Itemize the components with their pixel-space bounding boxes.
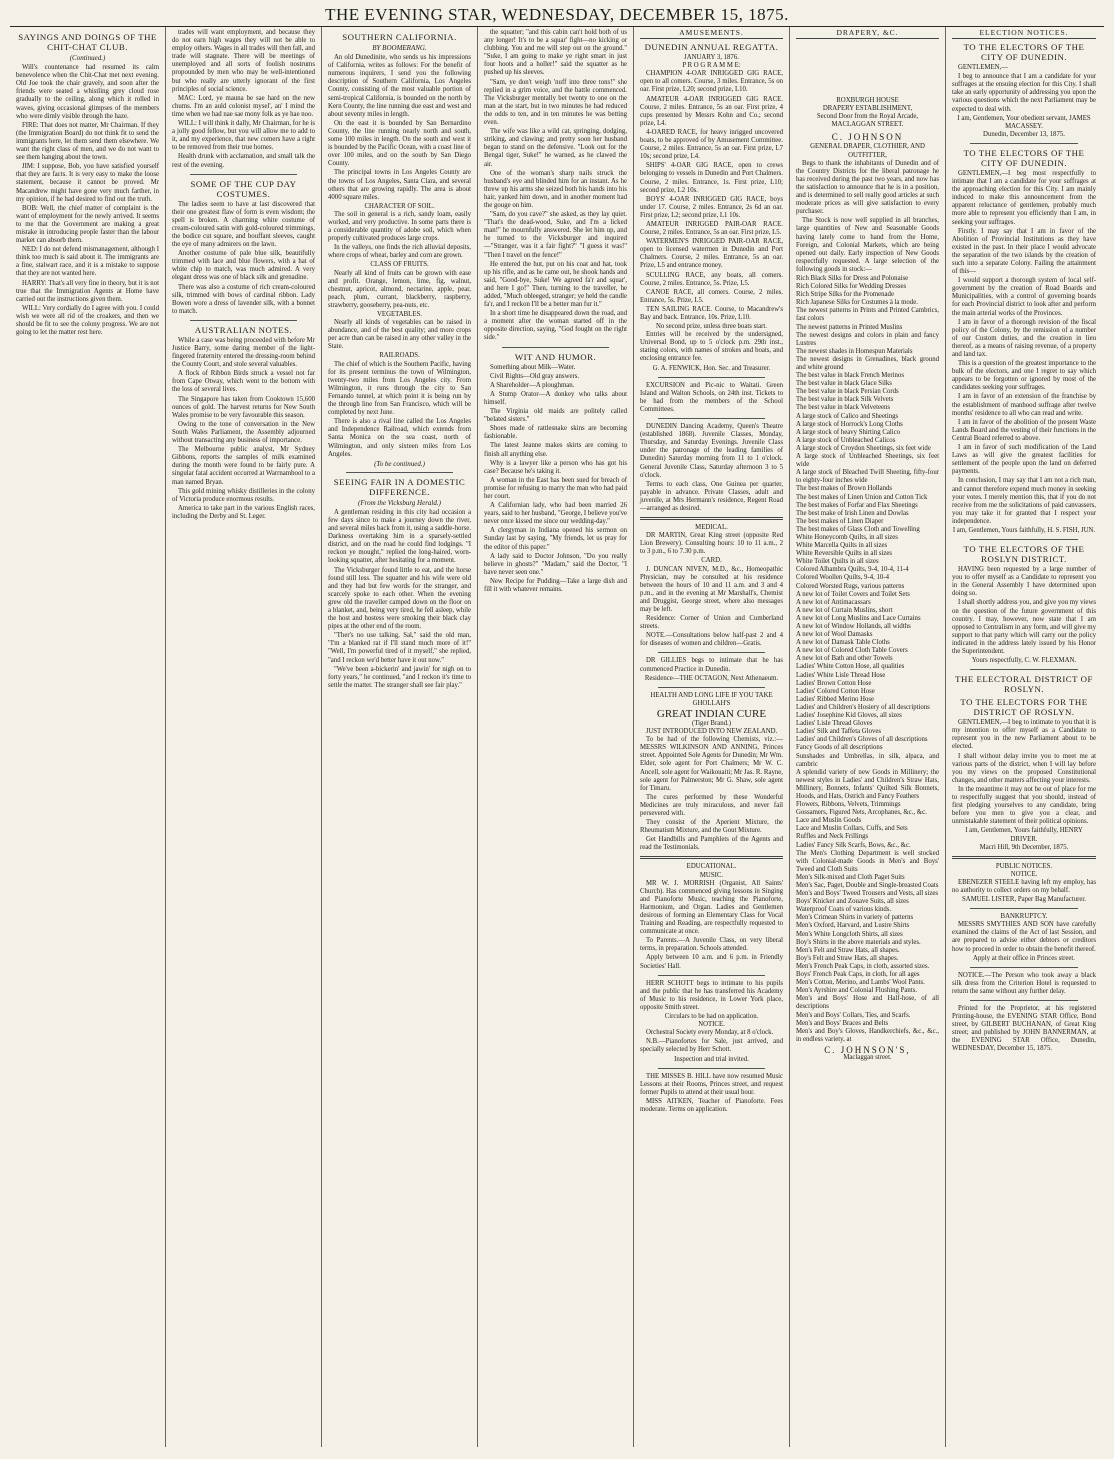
paragraph: BOB: Well, the chief matter of complaint is the want of employment for the newly arrived. It seems to me that the Government are making a great mistake in introducing people faster than the labour market can absorb them. — [16, 204, 159, 245]
paragraph: Health drunk with acclamation, and small talk the rest of the evening. — [172, 153, 315, 169]
divider — [658, 687, 765, 688]
election-title: TO THE ELECTORS OF THE CITY OF DUNEDIN. — [963, 147, 1085, 168]
drapery-item: Ladies' White Lisle Thread Hose — [796, 671, 886, 679]
paragraph: In the valleys, one finds the rich alluvial deposits, where crops of wheat, barley and corn are grown. — [328, 244, 471, 260]
section-head: CLASS OF FRUITS. — [370, 261, 429, 269]
drapery-item: A large stock of Bleached Twill Sheeting, fifty-four to eighty-four inches wide — [796, 469, 939, 485]
maclaggan-street: MACLAGGAN STREET. — [831, 121, 904, 129]
inspection-line: Inspection and trial invited. — [674, 1055, 749, 1063]
section-header-drapery: DRAPERY, &C. — [796, 29, 939, 39]
drapery-item: Fancy Goods of all descriptions — [796, 744, 883, 752]
double-divider — [952, 856, 1096, 859]
joke-item: A clergyman in Indiana opened his sermon on Sunday last by saying, "My friends, let us pray for the editor of this paper." — [484, 527, 627, 551]
programme-title: P R O G R A M M E: — [682, 62, 741, 70]
drapery-item: Colored Alhambra Quilts, 9-4, 10-4, 11-4 — [796, 566, 909, 574]
drapery-item: A large stock of Unbleached Calicos — [796, 436, 896, 444]
drapery-item: Ladies' Silk and Taffeta Gloves — [796, 728, 882, 736]
column-4 — [478, 27, 634, 1447]
paragraph: Orchestral Society every Monday, at 8 o'clock. — [646, 1029, 774, 1037]
paragraph: NOTE.—Consultations below half-past 2 and 4 for diseases of women and children—Gratis. — [640, 632, 783, 648]
paragraph: NED: I do not defend mismanagement, although I think too much is said about it. The immigrants are a fine, stalwart race, and it is a mistake to suppose that they are not wanted here. — [16, 246, 159, 278]
paragraph: Nearly all kind of fruits can be grown with ease and profit. Orange, lemon, lime, fig, walnut, chestnut, apricot, almond, nectarine, apple, pear, peach, plum, currant, blackberry, raspberry, strawberry, gooseberry, pea-nuts, etc. — [328, 269, 471, 309]
drapery-item: A large stock of heavy Shirting Calico — [796, 428, 901, 436]
paragraph: WILL: I will think it dally, Mr Chairman, for he is a jolly good fellow, but you will allow me to add to it, and my experience, that new comers have a right to be removed from their true homes. — [172, 120, 315, 152]
paragraph: Nearly all kinds of vegetables can be raised in abundance, and of the best quality; and more crops per acre than can be raised in any other valley in the State. — [328, 319, 471, 351]
divider — [970, 967, 1078, 968]
drapery-item: A new lot of Wool Damasks — [796, 631, 873, 639]
joke-item: New Recipe for Pudding—Take a large dish and fill it with whatever remains. — [484, 577, 627, 593]
paragraph: A gentleman residing in this city had occasion a few days since to make a journey down the river, and several miles back from it, using a saddle-horse. Darkness overtaking him in a sparsely-settled district, and on the road he could find lodgings. "I reckon ye mought," replied the long-haired, worn-looking squatter, after hesitating for a moment. — [328, 508, 471, 565]
joke-item: Why is a lawyer like a person who has got his case? Because he's taking it. — [484, 459, 627, 475]
regatta-note: No second prize, unless three boats start. — [656, 323, 767, 331]
drapery-item: The best makes of Glass Cloth and Towelling — [796, 525, 920, 533]
drapery-item: Ladies' Colored Cotton Hose — [796, 687, 875, 695]
joke-item: A Californian lady, who had been married 26 years, said to her husband, "George, I believe you've never once kissed me since our wedding-day." — [484, 502, 627, 526]
drapery-item: A new lot of Colored Cloth Table Covers — [796, 647, 908, 655]
paragraph: I am in favor of the abolition of the present Waste Lands Board and the vesting of their functions in the Central Board referred to above. — [952, 418, 1096, 442]
johnson-name: C. JOHNSON — [831, 132, 904, 143]
paragraph: Residence: Corner of Union and Cumberland streets. — [640, 615, 783, 631]
paragraph: This gold mining whisky distilleries in the colony of Victoria produce enormous results. — [172, 487, 315, 503]
paragraph: In conclusion, I may say that I am not a rich man, and cannot therefore expend much money in seeking your votes. I merely mention this, that if you do not receive from me the solicitations of paid canvassers, you may take it for granted that I respect your independence. — [952, 477, 1096, 525]
drapery-item: The best value in black French Merinos — [796, 372, 904, 380]
column-2 — [166, 27, 322, 1447]
drapery-item: Gossamers, Figured Nets, Arcophanes, &c., &c. — [796, 809, 927, 817]
gillies-residence: Residence—THE OCTAGON, Next Athenaeum. — [644, 674, 779, 682]
aitken-ad: MISS AITKEN, Teacher of Pianoforte. Fees moderate. Terms on application. — [640, 1097, 783, 1113]
drapery-item: Men's Crimean Shirts in variety of patterns — [796, 914, 914, 922]
election-title: THE ELECTORAL DISTRICT OF ROSLYN. — [955, 674, 1093, 695]
gillies-ad: DR GILLIES begs to intimate that he has commenced Practice in Dunedin. — [640, 657, 783, 673]
drapery-item: A new lot of Curtain Muslins, short — [796, 606, 893, 614]
joke-item: Civil Rights—Old gray answers. — [490, 372, 580, 380]
regatta-title: DUNEDIN ANNUAL REGATTA. — [644, 42, 779, 53]
divider — [346, 472, 453, 473]
establishment-line: DRAPERY ESTABLISHMENT, — [822, 105, 913, 113]
paragraph: HAVING been requested by a large number of you to offer myself as a Candidate to represent you in the General Assembly I have determined upon doing so. — [952, 566, 1096, 598]
paragraph: I would support a thorough system of local self-government by the creation of Road Boards and Municipalities, with a control of governing boards for each Provincial district to look after and perform the main arterial works of the Provinces. — [952, 277, 1096, 317]
drapery-item: A new lot of Window Hollands, all widths — [796, 623, 911, 630]
byline: BY BOOMERANG. — [372, 44, 427, 52]
notice-head: NOTICE. — [1010, 870, 1038, 878]
divider — [658, 975, 765, 976]
regatta-event: SCULLING RACE, any boats, all comers. Course, 2 miles. Entrance, 5s. Prize, L5. — [640, 271, 783, 287]
article-title: SAYINGS AND DOINGS OF THE CHIT-CHAT CLUB. — [18, 32, 157, 52]
drapery-item: Colored Worsted Rugs, various patterns — [796, 582, 905, 590]
drapery-item-list — [796, 275, 939, 1044]
drapery-item: Colored Woollen Quilts, 9-4, 10-4 — [796, 574, 889, 582]
drapery-item: The newest designs in Grenadines, black ground and white ground — [796, 355, 939, 371]
signature: SAMUEL LISTER, Paper Bag Manufacturer. — [962, 896, 1086, 904]
drapery-item: The best value in black Persian Cords — [796, 388, 899, 396]
regatta-event: CANOE RACE, all comers. Course, 2 miles. Entrance, 5s. Prize, L5. — [640, 288, 783, 304]
drapery-item: Ladies' Brown Cotton Hose — [796, 679, 872, 687]
joke-item: The latest Jeanne makes skirts are coming to finish all anything else. — [484, 442, 627, 458]
drapery-item: The best makes of Linen Diaper — [796, 517, 884, 525]
drapery-item: White Reversible Quilts in all sizes — [796, 550, 893, 558]
section-header-amusements: AMUSEMENTS. — [640, 29, 783, 39]
joke-item: A Stump Orator—A donkey who talks about himself. — [484, 390, 627, 406]
paragraph: The ladies seem to have at last discovered that their one greatest flaw of form is even wisdom; the spell is broken. A charming white costume of cream-coloured satin with gold-coloured trimmings, the bodice cut square, and bouffant sleeves, caught the eye of many admirers on the lawn. — [172, 200, 315, 249]
divider — [970, 1000, 1078, 1001]
paragraph: MAC: Lord, ye mauna be sae hard on the new chums. I'm an auld colonist mysel', an' I mind the time when we had nae sae mony folk as ye hae noo. — [172, 94, 315, 118]
paragraph: The wife was like a wild cat, springing, dodging, striking, and clawing; and pretty soon her husband began to stand on the defensive. "Look out for the Bengal tiger, Suke!" he warned, as he clawed the air. — [484, 128, 627, 168]
paragraph: On the east it is bounded by San Bernardino County, the line running nearly north and south, some 100 miles in length. On the south and west it is bounded by the Pacific Ocean, with a coast line of over 100 miles, and on the south by San Diego County. — [328, 119, 471, 168]
joke-item: The Virginia old maids are politely called "belated sisters." — [484, 408, 627, 424]
drapery-item: The best makes of Brown Hollands — [796, 485, 893, 493]
drapery-item: The best value in black Glace Silks — [796, 380, 892, 388]
regatta-event: AMATEUR 4-OAR INRIGGED GIG RACE. Course, 2 miles. Entrance, 5s an oar. First prize, 4 cups presented by Messrs Kohn and Co.; second prize, L4. — [640, 95, 783, 127]
drapery-item: A new lot of Toilet Covers and Toilet Sets — [796, 590, 910, 598]
columns — [10, 27, 1104, 1447]
regatta-event: CHAMPION 4-OAR INRIGGED GIG RACE, open to all comers. Course, 3 miles. Entrance, 5s on oar. First prize, L20; second prize, L10. — [640, 70, 783, 94]
drapery-item: Rich Black Silks for Dress and Polonaise — [796, 274, 909, 282]
paragraph: There is also a rival line called the Los Angeles and Independence Railroad, which extends from Santa Monica on the sea coast, north of Wilmington, and only sixteen miles from Los Angeles. — [328, 418, 471, 458]
paragraph: Begs to thank the inhabitants of Dunedin and of the Country Districts for the liberal patronage he has received during the past two years, and now has the satisfaction to announce that he is in a position, and is determined to sell really good articles at such moderate prices as will give satisfaction to every purchaser. — [796, 159, 939, 216]
paragraph: This is a question of the greatest importance to the bulk of the electors, and one I regret to say which appears to be forgotten or ignored by most of the candidates seeking your suffrages. — [952, 360, 1096, 392]
section-head: VEGETABLES. — [377, 311, 422, 318]
regatta-event: SHIPS' 4-OAR GIG RACE, open to crews belonging to vessels in Dunedin and Port Chalmers. Course, 2 miles. Entrance, 1s. First prize, L10; second prize, L2 10s. — [640, 162, 783, 194]
paragraph: I am in favor of a thorough revision of the fiscal policy of the Colony, by the remission of a number of our Custom duties, and the creation in lieu thereof, as a means of raising revenue, of a property and land tax. — [952, 318, 1096, 358]
notice-head: NOTICE. — [698, 1021, 725, 1029]
section-head-educational: EDUCATIONAL. — [686, 863, 737, 871]
masthead: THE EVENING STAR, WEDNESDAY, DECEMBER 15, 1875. — [325, 5, 789, 24]
paragraph: The chief of which is the Southern Pacific, having for its present terminus the town of Wilmington, twenty-two miles from Los Angeles city. From Wilmington, it runs through the city to San Fernando tunnel, at which point it is being run by the through line from San Francisco, which will be completed by next June. — [328, 360, 471, 417]
drapery-item: The newest patterns in Printed Muslins — [796, 323, 903, 331]
drapery-item: Ladies' and Children's Gloves of all descriptions — [796, 736, 928, 744]
drapery-item: Flowers, Ribbons, Velvets, Trimmings — [796, 801, 901, 809]
drapery-item: Men's and Boys' Braces and Belts — [796, 1019, 889, 1027]
paragraph: The Stock is now well supplied in all branches, large quantities of New and Seasonable Goods having lately come to hand from the Home, Foreign, and Colonial Markets, which are being opened out daily. Early inspection of New Goods respectfully requested. A large selection of the following goods in stock:— — [796, 217, 939, 273]
divider — [502, 347, 609, 348]
regatta-event: WATERMEN'S INRIGGED PAIR-OAR RACE, open to licensed watermen in Dunedin and Port Chalmers. Course, 2 miles. Entrance, 5s an oar. Prize, L5 and entrance money. — [640, 238, 783, 270]
election-title: TO THE ELECTORS FOR THE DISTRICT OF ROSLYN. — [960, 697, 1088, 718]
office-line: Apply at their office in Princes street. — [973, 954, 1075, 962]
paragraph: One of the woman's sharp nails struck the husband's eye and blinded him for an instant. As he threw up his arms she seized both his hands into his hair, yanked him down, and in another moment had the gouge on him. — [484, 169, 627, 209]
drapery-item: A new lot of Bath and other Towels — [796, 655, 893, 663]
paragraph: I shall without delay invite you to meet me at various parts of the district, when I will lay before you my views on the proposed Constitutional changes, and other matters affecting your interests. — [952, 752, 1096, 784]
date-line: Macri Hill, 9th December, 1875. — [979, 843, 1069, 851]
regatta-date: JANUARY 3, 1876. — [684, 54, 739, 62]
drapery-item: A new lot of Damask Table Cloths — [796, 639, 890, 647]
column-3 — [322, 27, 478, 1447]
excursion-ad: EXCURSION and Pic-nic to Waitati. Green Island and Walton Schools, on 24th inst. Tickets to be had from the members of the School Committees. — [640, 381, 783, 413]
paragraph: An old Dunedinite, who sends us his impressions of California, writes as follows: For the benefit of numerous inquirers, I send you the following description of Southern California, Los Angeles County, consisting of the most valuable portion of semi-tropical California, is bounded on the north by Kern County, the line running due east and west and about seventy miles in length. — [328, 54, 471, 118]
paragraph: GENTLEMEN,—I beg to intimate to you that it is my intention to offer myself as a Candidate to represent you in the new Parliament about to be elected. — [952, 719, 1096, 751]
article-title: SOUTHERN CALIFORNIA. — [342, 32, 457, 42]
column-6 — [790, 27, 946, 1447]
section-head-public: PUBLIC NOTICES. — [995, 862, 1053, 870]
niven-ad: J. DUNCAN NIVEN, M.D., &c., Homeopathic Physician, may be consulted at his residence between the hours of 10 and 11 a.m. and 3 and 4 p.m., and in the evening at Mr Marshall's, Chemist and Druggist, George street, where also messages may be left. — [640, 565, 783, 613]
drapery-item: Men's and Boys' Hose and Half-hose, of all descriptions — [796, 995, 939, 1011]
drapery-item: Boys' Knicker and Zouave Suits, all sizes — [796, 898, 909, 906]
drapery-item: Men's Cotton, Merino, and Lambs' Wool Pants. — [796, 979, 925, 987]
drapery-item: White Toilet Quilts in all sizes — [796, 558, 879, 566]
signature: I am, Gentlemen, Your obedient servant, JAMES MACASSEY. — [957, 114, 1091, 130]
article-subtitle: (Continued.) — [69, 54, 106, 62]
drapery-item: Ladies' Josephine Kid Gloves, all sizes — [796, 712, 902, 720]
paragraph: Get Handbills and Pamphlets of the Agents and read the Testimonials. — [640, 836, 783, 852]
bankruptcy-head: BANKRUPTCY. — [1000, 913, 1048, 921]
section-head-music: MUSIC. — [699, 871, 724, 879]
drapery-item: The best value in black Velveteens — [796, 404, 891, 412]
section-header-election: ELECTION NOTICES. — [952, 29, 1096, 39]
drapery-item: A splendid variety of new Goods in Millinery; the newest styles in Ladies' and Children's Straw Hats, Millinery, Bonnets, Infants' Quilted Silk Bonnets, Hoods, and Hats, Ostrich and Fancy Feathers — [796, 768, 939, 800]
paragraph: JIM: I suppose, Bob, you have satisfied yourself that they are facts. It is very easy to make the loose statement, because it cannot be proved. Mr Macandrew might have gone very much farther, in my opinion, if he had desired to find out the truth. — [16, 163, 159, 203]
drapery-item: The newest shades in Homespun Materials — [796, 347, 913, 355]
drapery-item: Men's and Boy's Gloves, Handkerchiefs, &c., &c., in endless variety, at — [796, 1027, 939, 1043]
paragraph: In a short time he disappeared down the road, and a moment after the woman started off in the opposite direction, saying, "God fought on the right side." — [484, 310, 627, 342]
drapery-item: Lace and Muslin Goods — [796, 817, 862, 825]
divider — [658, 377, 765, 378]
joke-item: Something about Milk—Water. — [490, 363, 576, 371]
drapery-item: A new lot of Long Muslins and Lace Curtains — [796, 614, 921, 622]
drapery-item: The newest designs and colors in plain and fancy Lustres — [796, 331, 939, 347]
article-title: WIT AND HUMOR. — [514, 351, 597, 362]
article-title: SEEING FAIR IN A DOMESTIC DIFFERENCE. — [333, 476, 466, 497]
paragraph: To be had of the following Chemists, viz.:—MESSRS WILKINSON AND ANNING, Princes street. Appointed Sole Agents for Dunedin; Mr Wm. Elder, sole agent for Port Chalmers; Mr W. C. Ancell, sole agent for Waikouaiti; Mr Jas. R. Rayne, sole agent for Palmerston; Mr G. Shaw, sole agent for Timaru. — [640, 736, 783, 792]
martin-ad: DR MARTIN, Great King street (opposite Red Lion Brewery). Consulting hours: 10 to 11 a.m., 2 to 3 p.m., 6 to 7.30 p.m. — [640, 532, 783, 556]
joke-item: A lady said to Doctor Johnson, "Do you really believe in ghosts?" "Madam," said the Doctor, "I have never seen one." — [484, 552, 627, 576]
drapery-item: A large stock of Croydon Sheetings, six feet wide — [796, 444, 931, 452]
regatta-event: BOYS' 4-OAR INRIGGED GIG RACE, boys under 17. Course, 2 miles. Entrance, 2s 6d an oar. First prize, L2; second prize, L1 10s. — [640, 195, 783, 219]
article-title: SOME OF THE CUP DAY COSTUMES. — [190, 178, 297, 199]
health-title: HEALTH AND LONG LIFE IF YOU TAKE GHOLLAH'S — [650, 691, 773, 707]
paragraph: In the meantime it may not be out of place for me to respectfully suggest that you should, instead of first pledging yourselves to any candidate, bring before you men to give you a clear, and unmistakable statement of their political opinions. — [952, 785, 1096, 826]
drapery-item: Men's Oxford, Harvard, and Lustre Shirts — [796, 922, 910, 930]
drapery-item: Men's White Longcloth Shirts, all sizes — [796, 930, 903, 938]
paragraph: To Parents.—A Juvenile Class, on very liberal terms, in preparation. Schools attended. — [640, 937, 783, 953]
drapery-item: Ladies' Lisle Thread Gloves — [796, 720, 873, 728]
drapery-item: Lace and Muslin Collars, Cuffs, and Sets — [796, 825, 908, 833]
introduced-line: JUST INTRODUCED INTO NEW ZEALAND. — [645, 728, 778, 736]
drapery-item: The best make of Irish Linen and Dowlas — [796, 509, 909, 517]
paragraph: They consist of the Aperient Mixture, the Rheumatism Mixture, and the Gout Mixture. — [640, 819, 783, 835]
second-door-line: Second Door from the Royal Arcade, — [816, 113, 919, 121]
drapery-item: Rich Stripe Silks for the Promenade — [796, 291, 894, 299]
blank-space — [796, 42, 939, 97]
morrish-ad: MR W. J. MORRISH (Organist, All Saints' Church). Has commenced giving lessons in Singing and Pianoforte Music, teaching the Pianoforte, Harmonium, and Organ. Ladies and Gentlemen desirous of forming an Elementary Class for Vocal Training and Reading, are respectfully requested to communicate at once. — [640, 879, 783, 936]
drapery-item: White Honeycomb Quilts, in all sizes — [796, 533, 898, 541]
column-1 — [10, 27, 166, 1447]
divider — [970, 143, 1078, 144]
paragraph: While a case was being proceeded with before Mr Justice Barry, some daring member of the light-fingered fraternity entered the dressing-room behind the County Court, and stole several valuables. — [172, 336, 315, 369]
johnson-street: Maclaggan street. — [843, 1053, 892, 1061]
drapery-item: Rich Japanese Silks for Costumes à la mode. — [796, 299, 918, 307]
paragraph: Entries will be received by the undersigned, Universal Bond, up to 5 o'clock p.m. 29th inst., stating colors, with names of strokes and boats, and enclosing entrance fee. — [640, 331, 783, 363]
drapery-item: Boys' French Peak Caps, in cloth, for all ages — [796, 971, 920, 979]
joke-item: A Shareholder—A ploughman. — [490, 381, 575, 389]
source-note: (From the Vicksburg Herald.) — [358, 498, 441, 507]
drapery-item: Ladies' Ribbed Merino Hose — [796, 695, 875, 703]
drapery-item: A new lot of Antimacassars — [796, 598, 871, 606]
drapery-item: A large stock of Unbleached Sheetings, six feet wide — [796, 453, 939, 469]
date-line: Dunedin, December 13, 1875. — [983, 130, 1065, 138]
drapery-item: A large stock of Horrock's Long Cloths — [796, 420, 903, 428]
drapery-item: The best value in black Silk Velvets — [796, 396, 894, 404]
paragraph: America to take part in the various English races, including the Derby and St. Leger. — [172, 504, 315, 520]
paragraph: The cures performed by these Wonderful Medicines are truly miraculous, and never fail persevered with. — [640, 793, 783, 817]
paragraph: Owing to the tone of conversation in the New South Wales Parliament, the Assembly adjourned without transacting any business of importance. — [172, 420, 315, 445]
schott-ad: HERR SCHOTT begs to intimate to his pupils and the public that he has transferred his Academy of Music to his residence, in Lower York place, opposite Smith street. — [640, 979, 783, 1011]
divider — [970, 908, 1078, 909]
drapery-item: Sunshades and Umbrellas, in silk, alpaca, and cambric — [796, 752, 939, 768]
salutation: GENTLEMEN,— — [958, 64, 1009, 72]
joke-item: Shoes made of rattlesnake skins are becoming fashionable. — [484, 425, 627, 441]
section-head: CHARACTER OF SOIL. — [364, 202, 435, 210]
circulars-line: Circulars to be had on application. — [664, 1013, 759, 1021]
divider — [658, 652, 765, 653]
drapery-item: Boy's Shirts in the above materials and styles. — [796, 938, 921, 946]
double-divider — [640, 856, 783, 859]
cure-title: GREAT INDIAN CURE — [656, 707, 767, 720]
academy-ad: DUNEDIN Dancing Academy, Queen's Theatre (established 1868). Juvenile Classes, Monday, Thursday, and Saturday Evenings. Juvenile Class under the patronage of the leading families of Dunedin) Saturday morning from 11 to 1 o'clock. General Juvenile Class, Saturday afternoon 3 to 5 o'clock. — [640, 423, 783, 479]
paragraph: The Singapore has taken from Cooktown 15,600 ounces of gold. The harvest returns for New South Wales promise to be very favourable this season. — [172, 395, 315, 419]
drapery-item: The best makes of Linen Union and Cotton Tick — [796, 493, 928, 501]
imprint: Printed for the Proprietor, at his registered Printing-house, the EVENING STAR Office, Bond street, by GILBERT BUCHANAN, of Great King street; and published by JOHN BANNERMAN, at the EVENING STAR Office, Dunedin, WEDNESDAY, December 15, 1875. — [952, 1005, 1096, 1053]
paragraph: The Melbourne public analyst, Mr Sydney Gibbons, reports the samples of milk examined during the month were found to be fairly pure. A singular fatal accident occurred at Warrnambool to a man named Bryan. — [172, 446, 315, 486]
paragraph: The principal towns in Los Angeles County are the towns of Los Angeles, Santa Clara, and several others that are growing rapidly. The area is about 4000 square miles. — [328, 169, 471, 201]
paragraph: Apply between 10 a.m. and 6 p.m. in Friendly Societies' Hall. — [640, 954, 783, 970]
secretary-signature: G. A. FENWICK, Hon. Sec. and Treasurer. — [652, 364, 771, 372]
regatta-event: AMATEUR INRIGGED PAIR-OAR RACE. Course, 2 miles. Entrance, 5s an oar. First prize, L5. — [640, 220, 783, 237]
drapery-item: Ladies' and Children's Hosiery of all descriptions — [796, 703, 930, 711]
drapery-item: Men's Felt and Straw Hats, all shapes. — [796, 946, 900, 954]
section-head-medical: MEDICAL. — [695, 524, 728, 532]
divider — [190, 174, 297, 175]
paragraph: EBENEZER STEELE having left my employ, has no authority to collect orders on my behalf. — [952, 878, 1096, 894]
article-title: AUSTRALIAN NOTES. — [194, 324, 293, 335]
paragraph: There was also a costume of rich cream-coloured silk, trimmed with bows of cardinal ribbon. Lady Bowen wore a dress of lavender silk, with a bonnet to match. — [172, 283, 315, 315]
double-divider — [640, 517, 783, 520]
divider — [658, 1068, 765, 1069]
paragraph: trades will want employment, and because they do not earn high wages they will not be able to employ others. Wages in all trades will then fall, and trade will stagnate. There will be meetings of unemployed and all sorts of foolish nostrums propounded by men who may be well-intentioned but who really are utterly ignorant of the first principles of social science. — [172, 29, 315, 93]
hill-ad: THE MISSES B. HILL have now resumed Music Lessons at their Rooms, Princes street, and request former Pupils to attend at their usual hour. — [640, 1072, 783, 1096]
regatta-event: 4-OARED RACE, for heavy inrigged uncovered boats, to be approved of by Amusement Committee. Course, 2 miles. Entrance, 5s an oar. First prize, L7 10s; second prize, L4. — [640, 128, 783, 161]
signature: I am, Gentlemen, Yours faithfully, H. S. FISH, JUN. — [952, 526, 1096, 534]
election-title: TO THE ELECTORS OF THE CITY OF DUNEDIN. — [963, 42, 1085, 63]
johnson-firm: C. JOHNSON'S, — [824, 1044, 911, 1055]
drapery-item: Men's and Boys' Collars, Ties, and Scarfs. — [796, 1011, 911, 1019]
continued-note: (To be continued.) — [374, 459, 425, 468]
joke-item: A woman in the East has been sued for breach of promise for refusing to marry the man who had paid her court. — [484, 476, 627, 500]
draper-title: GENERAL DRAPER, CLOTHIER, AND OUTFITTER, — [810, 143, 925, 159]
section-head: RAILROADS. — [379, 352, 420, 360]
paragraph: Will's countenance had resumed its calm benevolence when the Chit-Chat met next evening. Old Joe took the chair gravely, and soon after the friends were seated a whistling grey cloud rose gradually to the ceiling, along which it rolled in waves, giving occasional glimpses of the members who were dimly visible through the haze. — [16, 64, 159, 120]
drapery-item: Boy's Felt and Straw Hats, all shapes. — [796, 954, 899, 962]
paragraph: The Vicksburger found little to eat, and the horse found still less. The squatter and his wife were old and they had but few words for the stranger, and scarcely spoke to each other. When the evening grew old the traveller camped down on the floor on a blanket, and, being very tired, he fell asleep, while the host and hostess were smoking their black clay pipes at the other end of the room. — [328, 566, 471, 631]
paragraph: I beg to announce that I am a candidate for your suffrages at the ensuing election for this City. I shall take an early opportunity of addressing you upon the various questions which the next Parliament may be expected to deal with. — [952, 73, 1096, 113]
paragraph: Another costume of pale blue silk, beautifully trimmed with lace and blue flowers, with a hat of white chip to match, was much admired. A very elegant dress was one of black silk and grenadine. — [172, 250, 315, 282]
card-head: CARD. — [701, 557, 722, 565]
drapery-item: A large stock of Calico and Sheetings — [796, 412, 899, 420]
drapery-item: Ladies' White Cotton Hose, all qualities — [796, 663, 905, 671]
paragraph: He entered the hut, put on his coat and hat, took up his rifle, and as he came out, he shook hands and said, "Good-bye, Suke! We agreed fa'r and squar', and here I go!" Then, turning to the traveller, he added, "Much obleeged, stranger; ye held the candle fa'r, and I reckon I'll be a better man fur it." — [484, 260, 627, 309]
drapery-item: Rich Colored Silks for Wedding Dresses — [796, 283, 907, 291]
drapery-item: Waterproof Coats of various kinds. — [796, 906, 892, 914]
paragraph: MESSRS SMYTHIES AND SON have carefully examined the claims of the Act of last Session, and are prepared to advise either debtors or creditors how to proceed in order to obtain the benefit thereof. — [952, 921, 1096, 953]
paragraph: I shall shortly address you, and give you my views on the question of the future government of this country. I may, however, now state that I am opposed to Centralism in any form, and will give my support to that party which will carry out the policy indicated in the address lately issued by his Honor the Superintendent. — [952, 599, 1096, 655]
paragraph: The soil in general is a rich, sandy loam, easily worked, and very productive. In some parts there is a considerable quantity of adobe soil, which when properly cultivated produces large crops. — [328, 210, 471, 243]
drapery-item: White Marcella Quilts in all sizes — [796, 542, 888, 550]
tiger-brand: (Tiger Brand.) — [691, 719, 731, 727]
drapery-item: Ruffles and Neck Frillings — [796, 833, 869, 841]
paragraph: Firstly. I may say that I am in favor of the Abolition of Provincial Institutions as they have existed in the past. In their place I would advocate the separation of the two islands by the creation of such into a separate Colony. Failing the attainment of this— — [952, 227, 1096, 276]
drapery-item: Men's Ayrshire and Colonial Flushing Pants. — [796, 987, 918, 995]
academy-terms: Terms to each class, One Guinea per quarter, payable in advance. Private Classes, adult and juvenile, at Mrs Hermann's residence, Regent Road—arranged as desired. — [640, 480, 783, 512]
paragraph: GENTLEMEN,—I beg most respectfully to intimate that I am a candidate for your suffrages at the approaching election for this City. I am mainly induced to make this announcement from the apparent reluctance of gentlemen, probably much more able to represent you efficiently than I am, in seeking your suffrages. — [952, 169, 1096, 226]
column-5 — [634, 27, 790, 1447]
paragraph: NOTICE.—The Person who took away a black silk dress from the Criterion Hotel is requested to return the same without any further delay. — [952, 971, 1096, 995]
drapery-item: Ladies' Fancy Silk Scarfs, Bows, &c., &c. — [796, 841, 911, 849]
divider — [970, 539, 1078, 540]
divider — [658, 418, 765, 419]
paragraph: I am in favor of such modification of the Land Laws as will give the greatest facilities for settlement of the people upon the land on deferred payments. — [952, 444, 1096, 476]
paragraph: "We've been a-bickerin' and jawin' for nigh on to forty years," he continued, "and I reckon it's time to settle the matter. The stranger shall see fair play." — [328, 665, 471, 689]
drapery-item: The Men's Clothing Department is well stocked with Colonial-made Goods in Men's and Boys' Tweed and Cloth Suits — [796, 849, 939, 873]
paragraph: HARRY: That's all very fine in theory, but it is not true that the Immigration Agents at Home have carried out the instructions given them. — [16, 279, 159, 303]
drapery-item: Men's Silk-mixed and Cloth Paget Suits — [796, 873, 905, 881]
signature: I am, Gentlemen, Yours faithfully, HENRY DRIVER. — [965, 827, 1083, 843]
drapery-item: Men's and Boys' Tweed Trousers and Vests, all sizes — [796, 890, 938, 898]
paragraph: N.B.—Pianofortes for Sale, just arrived, and specially selected by Herr Schott. — [640, 1038, 783, 1054]
paragraph: A flock of Ribbon Birds struck a vessel not far from Cape Otway, which went to the bottom with the loss of several lives. — [172, 370, 315, 394]
paragraph: FIRE: That does not matter, Mr Chairman. If they (the Immigration Board) do not think fit to send the immigrants here, let them send them elsewhere. We want the right class of men, and we do not want to see them hanging about the town. — [16, 121, 159, 162]
paragraph: WILL: Very cordially do I agree with you. I could wish we were all rid of the croakers, and then we should be fit to see the colony progress. We are not going to let the matter rest here. — [16, 304, 159, 337]
roxburgh-house: ROXBURGH HOUSE — [836, 97, 899, 105]
drapery-item: The newest patterns in Prints and Printed Cambrics, fast colors — [796, 307, 939, 323]
paragraph: I am in favor of an extension of the franchise by the establishment of manhood suffrage after twelve months' residence to all who can read and write. — [952, 393, 1096, 417]
paragraph: "Ther's no use talking, Sal," said the old man, "I'm a blanked rat if I'll stand much more of it!" "Well, I'm powerful tired of it myself," she replied, "and I reckon we'd better have it out now." — [328, 632, 471, 664]
drapery-item: Men's French Peak Caps, in cloth, assorted sizes. — [796, 962, 930, 970]
drapery-item: The best makes of Forfar and Flax Sheetings — [796, 501, 918, 509]
signature: Yours respectfully, C. W. FLEXMAN. — [971, 657, 1077, 665]
regatta-event: TEN SAILING RACE. Course, to Macandrew's Bay and back. Entrance, 10s. Prize, L10. — [640, 305, 783, 321]
drapery-item: Men's Sac, Paget, Double and Single-breasted Coats — [796, 882, 939, 889]
divider — [190, 320, 297, 321]
election-title: TO THE ELECTORS OF THE ROSLYN DISTRICT. — [963, 544, 1085, 565]
paragraph: "Sam, ye don't weigh 'nuff into three tons!" she replied in a grim voice, and the battle commenced. The Vicksburger mentally bet twenty to one on the man at the start, but in two minutes he had reduced the odds to ten, and in ten minutes he was betting even. — [484, 78, 627, 127]
divider — [970, 669, 1078, 670]
paragraph: the squatter; "and this cabin can't hold both of us any longer! It's to be a squar' fight—no kicking or clubbing. You and me will step out on the ground." "Suke, I am going to make ye right smart in just four hoots and a holler!" said the squatter as he pushed up his sleeves. — [484, 29, 627, 77]
column-7 — [946, 27, 1102, 1447]
paragraph: "Sam, do you cave?" she asked, as they lay quiet. "That's the dead-wood, Suke, and I'm a licked man!" he mournfully answered. She let him up, and he turned to the Vicksburger and inquired—"Stranger, was it a fair fight?" "I guess it was!" "Then I travel on the fence!" — [484, 211, 627, 259]
